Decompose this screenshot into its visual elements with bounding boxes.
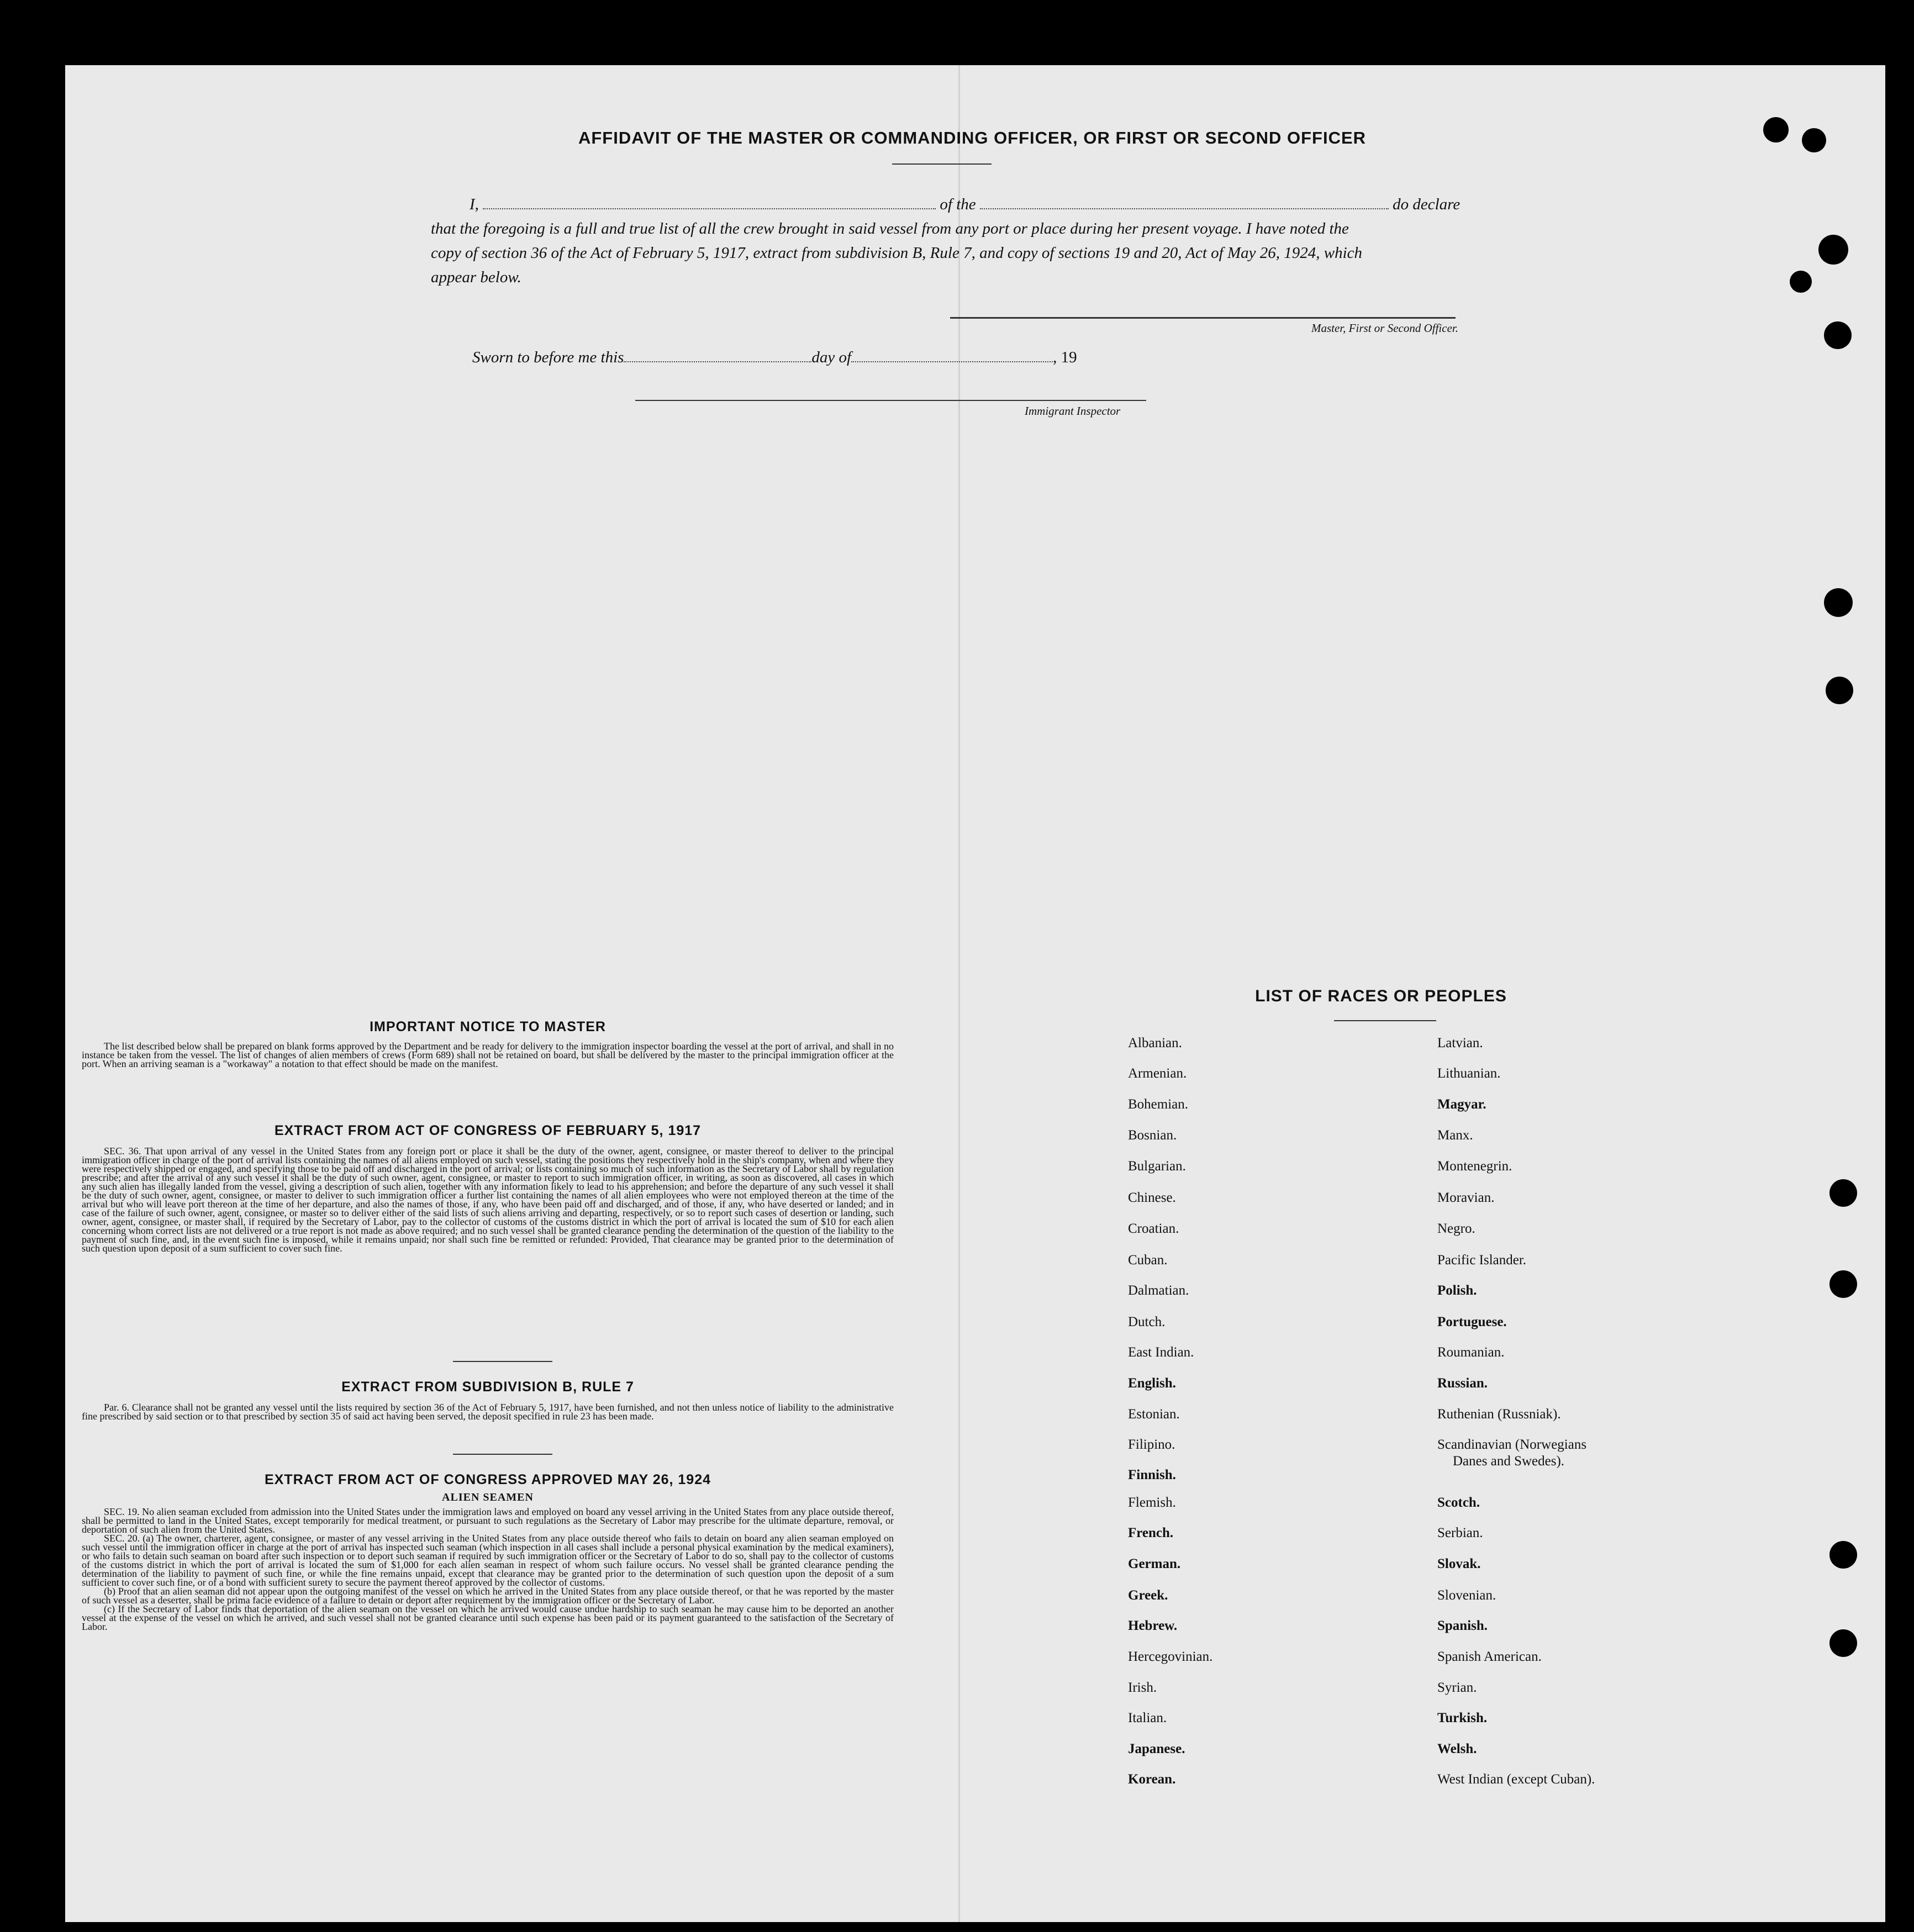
race-item: East Indian. — [1128, 1345, 1194, 1360]
sworn-text: Sworn to before me this — [472, 349, 624, 366]
notice-title: IMPORTANT NOTICE TO MASTER — [370, 1019, 606, 1034]
affidavit-declare: do declare — [1393, 196, 1460, 213]
race-item: Spanish American. — [1437, 1649, 1542, 1664]
affidavit-line3: copy of section 36 of the Act of February 5, 1917, extract from subdivision B, Rule 7, and copy of sections 19 and 20, Act of May 26, 1924, which — [431, 244, 1363, 262]
race-item: French. — [1128, 1525, 1174, 1540]
inspector-label: Immigrant Inspector — [1025, 404, 1121, 418]
rule7-paragraph: Par. 6. Clearance shall not be granted any vessel until the lists required by section 36 of the Act of February 5, 1917, have been furnished, and not then unless notice of liability to the administrative fine prescribed by said section or to that prescribed by section 35 of said act having been served, the deposit specified in rule 23 has been made. — [82, 1402, 894, 1422]
race-item: Negro. — [1437, 1221, 1475, 1236]
punch-hole — [1824, 321, 1852, 349]
punch-hole — [1802, 128, 1826, 152]
affidavit-i: I, — [470, 196, 479, 213]
day-of-text: day of — [811, 349, 852, 366]
extract-1924-section — [82, 1472, 894, 1631]
extract-1917-section — [82, 1123, 894, 1253]
race-item: Flemish. — [1128, 1495, 1176, 1510]
section-20c: (c) If the Secretary of Labor finds that deportation of the alien seaman on the vessel on which he arrived would cause undue hardship to such seaman he may cause him to be deported an another vessel at the expense of the vessel on which he arrived, and such vessel shall not be granted clearance until such expense has been paid or its payment guaranteed to the satisfaction of the Secretary of Labor. — [82, 1603, 894, 1632]
extract-1924-title: EXTRACT FROM ACT OF CONGRESS APPROVED MAY 26, 1924 — [264, 1472, 711, 1487]
sworn-month-line — [851, 361, 1053, 362]
race-item: Montenegrin. — [1437, 1159, 1512, 1174]
notice-paragraph: The list described below shall be prepared on blank forms approved by the Department and be ready for delivery to the immigration inspector boarding the vessel at the port of arrival, and shall in no instance be taken from the vessel. The list of changes of alien members of crews (Form 689) shall not be retained on board, but shall be delivered by the master to the principal immigration officer at the port. When an arriving seaman is a "workaway" a notation to that effect should be made on the manifest. — [82, 1041, 894, 1069]
race-item: Serbian. — [1437, 1525, 1483, 1540]
race-item: Armenian. — [1128, 1066, 1187, 1081]
race-item: Bulgarian. — [1128, 1159, 1186, 1174]
race-item: Italian. — [1128, 1711, 1167, 1725]
race-item: Moravian. — [1437, 1190, 1495, 1205]
divider-rule — [453, 1361, 552, 1362]
race-item: Hercegovinian. — [1128, 1649, 1213, 1664]
rule7-section — [82, 1379, 894, 1421]
punch-hole — [1829, 1629, 1857, 1657]
extract-1917-title: EXTRACT FROM ACT OF CONGRESS OF FEBRUARY 5, 1917 — [274, 1123, 702, 1138]
document-sheet — [65, 65, 1885, 1922]
race-item: Pacific Islander. — [1437, 1253, 1527, 1268]
signature-label: Master, First or Second Officer. — [1311, 321, 1458, 335]
race-item: Slovenian. — [1437, 1588, 1496, 1603]
extract-1924-body — [82, 1507, 894, 1631]
vessel-field-line — [980, 208, 1389, 209]
punch-hole — [1829, 1541, 1857, 1569]
punch-hole — [1824, 588, 1853, 617]
race-item: Russian. — [1437, 1376, 1488, 1391]
name-field-line — [483, 208, 936, 209]
divider-rule — [453, 1454, 552, 1455]
race-item: Bohemian. — [1128, 1097, 1189, 1112]
race-item: Irish. — [1128, 1680, 1157, 1695]
race-item: Manx. — [1437, 1128, 1473, 1143]
race-item: Scotch. — [1437, 1495, 1480, 1510]
punch-hole — [1826, 677, 1853, 704]
punch-hole — [1829, 1179, 1857, 1207]
race-item: Slovak. — [1437, 1556, 1481, 1571]
race-item: Chinese. — [1128, 1190, 1176, 1205]
race-item: Japanese. — [1128, 1741, 1185, 1756]
race-item: Welsh. — [1437, 1741, 1477, 1756]
affidavit-of-the: of the — [940, 196, 976, 213]
page-fold — [958, 65, 960, 1922]
race-item: Ruthenian (Russniak). — [1437, 1407, 1561, 1422]
race-item: Magyar. — [1437, 1097, 1486, 1112]
affidavit-title: AFFIDAVIT OF THE MASTER OR COMMANDING OFFICER, OR FIRST OR SECOND OFFICER — [578, 128, 1367, 147]
affidavit-line4: appear below. — [431, 268, 521, 286]
title-rule — [892, 163, 992, 165]
race-item: Portuguese. — [1437, 1315, 1507, 1329]
race-item: Latvian. — [1437, 1036, 1483, 1051]
extract-1917-body — [82, 1147, 894, 1253]
section-20a: SEC. 20. (a) The owner, charterer, agent, consignee, or master of any vessel arriving in the United States from any place outside thereof who fails to detain on board any alien seaman employed on such vessel until the immigration officer in charge at the port of arrival has inspected such seaman (which inspection in all cases shall include a personal physical examination by the medical examiners), or who fails to detain such seaman on board after such inspection or to deport such seaman if required by such immigration officer or the Secretary of Labor to do so, shall pay to the collector of customs of the customs district in which the port of arrival is located the sum of $1,000 for each alien seaman in respect of whom such failure occurs. No vessel shall be granted clearance pending the determination of the liability to payment of such fine, or while the fine remains unpaid, except that clearance may be granted prior to the determination of such question upon the deposit of a sum sufficient to cover such fine, or of a bond with sufficient surety to secure the payment thereof approved by the collector of customs. — [82, 1533, 894, 1588]
race-item: Albanian. — [1128, 1036, 1182, 1051]
race-item: Danes and Swedes). — [1453, 1454, 1565, 1469]
race-item: Korean. — [1128, 1772, 1176, 1787]
race-item: Estonian. — [1128, 1407, 1180, 1422]
race-item: English. — [1128, 1376, 1176, 1391]
inspector-line — [635, 400, 1146, 401]
race-item: Bosnian. — [1128, 1128, 1177, 1143]
punch-hole — [1818, 235, 1848, 265]
race-item: Dutch. — [1128, 1315, 1166, 1329]
races-title-rule — [1334, 1020, 1436, 1021]
race-item: Roumanian. — [1437, 1345, 1505, 1360]
section-19: SEC. 19. No alien seaman excluded from admission into the United States under the immigration laws and employed on board any vessel arriving in the United States from any place outside thereof, shall be permitted to land in the United States, except temporarily for medical treatment, or pursuant to such regulations as the Secretary of Labor may prescribe for the ultimate departure, removal, or deportation of such alien from the United States. — [82, 1506, 894, 1535]
section-20b: (b) Proof that an alien seaman did not appear upon the outgoing manifest of the vessel on which he arrived in the United States from any place outside thereof, or that he was reported by the master of such vessel as a deserter, shall be prima facie evidence of a failure to detain or deport after requirement by the immigration officer or the Secretary of Labor. — [82, 1586, 894, 1606]
race-item: Filipino. — [1128, 1437, 1175, 1452]
affidavit-line1 — [470, 192, 1464, 217]
rule7-title: EXTRACT FROM SUBDIVISION B, RULE 7 — [341, 1379, 634, 1395]
rule7-body — [82, 1403, 894, 1421]
race-item: Scandinavian (Norwegians — [1437, 1437, 1587, 1452]
punch-hole — [1763, 117, 1789, 142]
race-item: West Indian (except Cuban). — [1437, 1772, 1595, 1787]
sworn-day-line — [624, 361, 811, 362]
punch-hole — [1790, 271, 1812, 293]
races-title: LIST OF RACES OR PEOPLES — [1255, 987, 1507, 1005]
year-text: , 19 — [1053, 349, 1077, 366]
alien-seamen-subtitle: ALIEN SEAMEN — [442, 1491, 534, 1503]
punch-hole — [1829, 1270, 1857, 1298]
race-item: Lithuanian. — [1437, 1066, 1501, 1081]
race-item: Greek. — [1128, 1588, 1168, 1603]
race-item: Cuban. — [1128, 1253, 1168, 1268]
race-item: Turkish. — [1437, 1711, 1488, 1725]
race-item: Hebrew. — [1128, 1618, 1178, 1633]
sworn-line — [472, 345, 1135, 369]
notice-section — [82, 1019, 894, 1068]
race-item: Spanish. — [1437, 1618, 1488, 1633]
affidavit-line2: that the foregoing is a full and true list of all the crew brought in said vessel from any port or place during her present voyage. I have noted the — [431, 220, 1349, 237]
notice-body — [82, 1042, 894, 1068]
race-item: Syrian. — [1437, 1680, 1477, 1695]
race-item: Finnish. — [1128, 1468, 1176, 1482]
extract-1917-paragraph: SEC. 36. That upon arrival of any vessel in the United States from any foreign port or place it shall be the duty of the owner, agent, consignee, or master thereof to deliver to the principal immigration officer in charge of the port of arrival lists containing the names of all aliens employed on such vessel, stating the positions they respectively hold in the ship's company, when and where they were respectively shipped or engaged, and specifying those to be paid off and discharged in the port of arrival; or lists containing so much of such information as the Secretary of Labor shall by regulation prescribe; and after the arrival of any such vessel it shall be the duty of such owner, agent, consignee, or master to report to such immigration officer, in writing, as soon as discovered, all cases in which any such alien has illegally landed from the vessel, giving a description of such alien, together with any information likely to lead to his apprehension; and before the departure of any such vessel it shall be the duty of such owner, agent, consignee, or master to deliver to such immigration officer a further list containing the names of all alien employees who were not employed thereon at the time of the arrival but who will leave port thereon at the time of her departure, and also the names of those, if any, who have been paid off and discharged, and of those, if any, who have deserted or landed; and in case of the failure of such owner, agent, consignee, or master so to deliver either of the said lists of such aliens arriving and departing, respectively, or so to report such cases of desertion or landing, such owner, agent, consignee, or master shall, if required by the Secretary of Labor, pay to the collector of customs of the customs district in which the port of arrival is located the sum of $10 for each alien concerning whom correct lists are not delivered or a true report is not made as above required; and no such vessel shall be granted clearance pending the determination of the question of the liability to the payment of such fine, and, in the event such fine is imposed, while it remains unpaid; nor shall such fine be remitted or refunded: Provided, That clearance may be granted prior to the determination of such question upon deposit of a sum sufficient to cover such fine. — [82, 1146, 894, 1254]
race-item: Croatian. — [1128, 1221, 1179, 1236]
signature-line — [950, 317, 1456, 319]
race-item: Polish. — [1437, 1283, 1477, 1298]
race-item: Dalmatian. — [1128, 1283, 1189, 1298]
race-item: German. — [1128, 1556, 1181, 1571]
